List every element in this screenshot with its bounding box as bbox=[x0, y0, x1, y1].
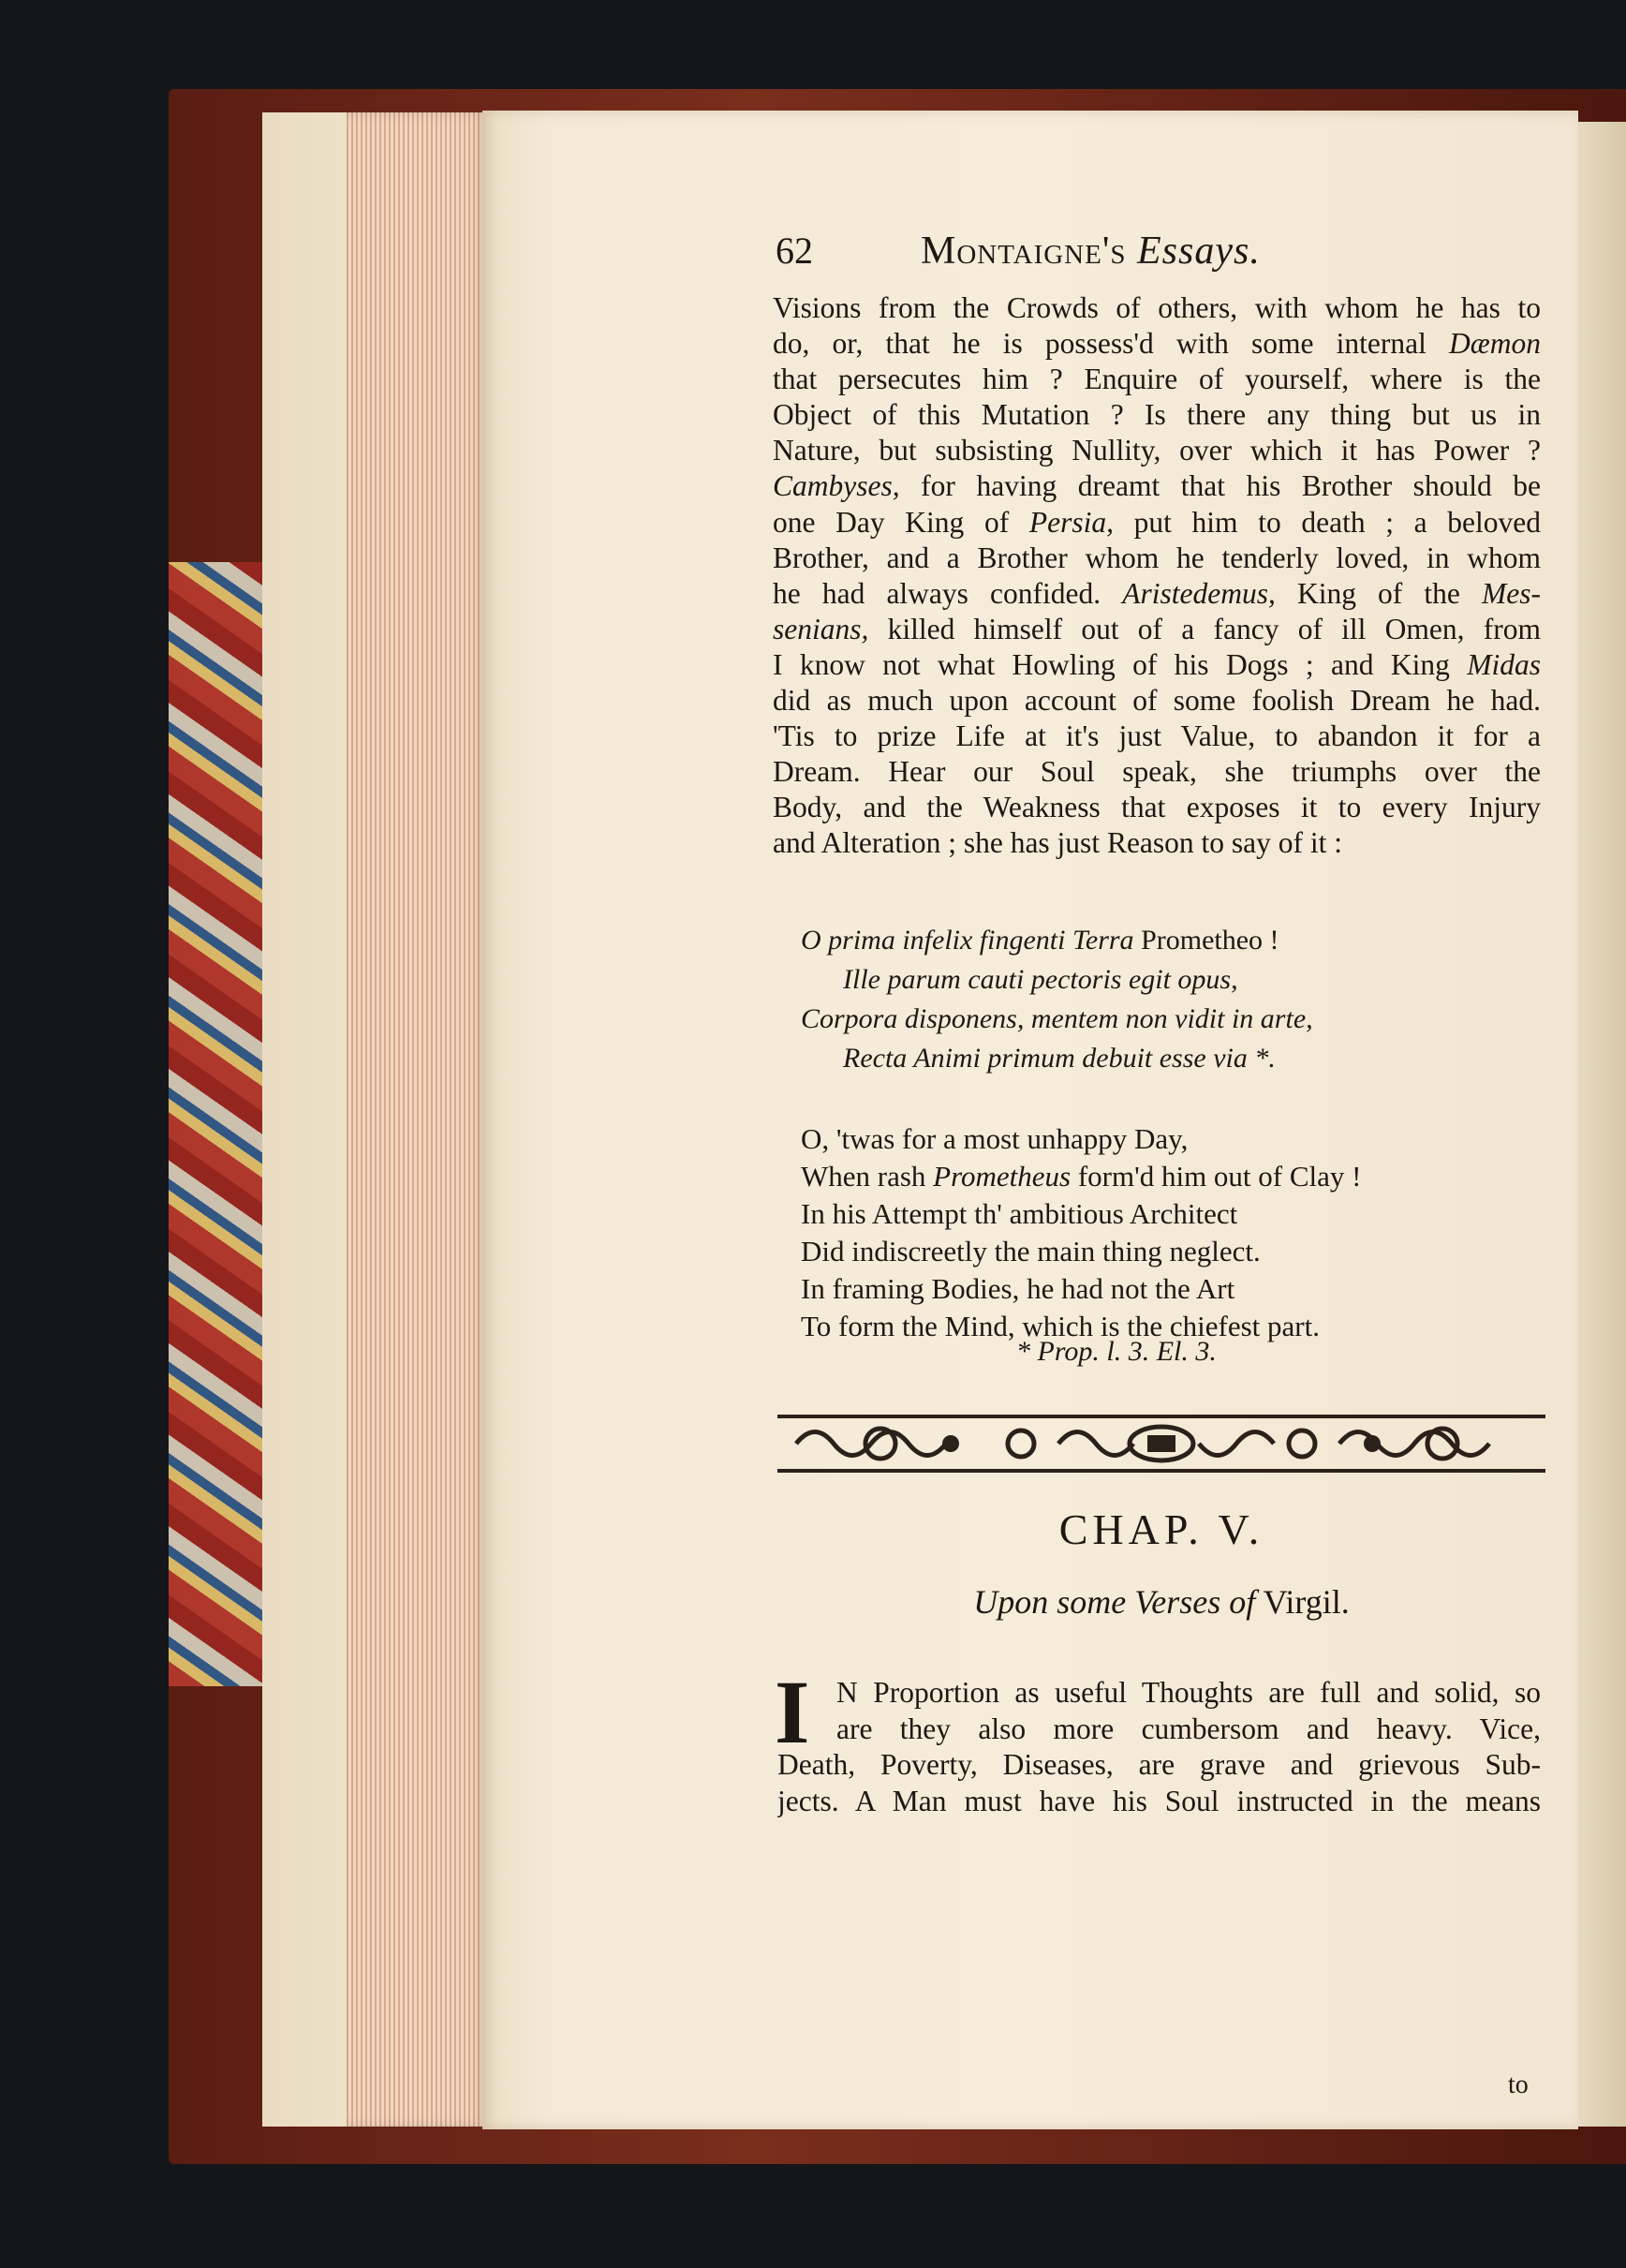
english-line-5: In framing Bodies, he had not the Art bbox=[801, 1272, 1235, 1305]
body-line-segment: Persia, bbox=[1028, 505, 1114, 539]
catchword: to bbox=[1508, 2070, 1529, 2099]
body-line-segment: do, or, that he is possess'd with some internal bbox=[773, 327, 1449, 361]
body-line-segment: Dream. Hear our Soul speak, she triumphs over the bbox=[773, 755, 1541, 789]
english-line-4: Did indiscreetly the main thing neglect. bbox=[801, 1235, 1261, 1267]
body-line bbox=[773, 612, 1541, 647]
body-line bbox=[773, 505, 1541, 541]
chapter-text bbox=[777, 1675, 1541, 1819]
body-line-segment: that persecutes him ? Enquire of yourself, where is the bbox=[773, 363, 1541, 396]
body-line-segment: and Alteration ; she has just Reason to say of it : bbox=[773, 826, 1343, 860]
body-line bbox=[773, 433, 1541, 468]
body-line bbox=[773, 790, 1541, 825]
chapter-line-4: jects. A Man must have his Soul instructed in the means bbox=[777, 1784, 1541, 1817]
page-number: 62 bbox=[776, 230, 813, 272]
body-line bbox=[773, 576, 1541, 612]
english-verse bbox=[801, 1120, 1550, 1345]
latin-line-1: O prima infelix fingenti Terra Prometheo ! bbox=[801, 925, 1279, 956]
footnote: * Prop. l. 3. El. 3. bbox=[1016, 1336, 1217, 1367]
page-fore-edge bbox=[347, 112, 487, 2127]
body-line-segment: senians, bbox=[773, 612, 869, 645]
body-line-segment: Visions from the Crowds of others, with whom he has to bbox=[773, 291, 1541, 324]
body-line-segment: Aristedemus, bbox=[1122, 576, 1276, 610]
body-line bbox=[773, 362, 1541, 397]
chapter-line-3: Death, Poverty, Diseases, are grave and grievous Sub- bbox=[777, 1748, 1541, 1782]
body-line bbox=[773, 326, 1541, 362]
body-line-segment: put him to death ; a beloved bbox=[1113, 505, 1541, 539]
body-line-segment: one Day King of bbox=[773, 505, 1029, 539]
latin-verse bbox=[801, 921, 1550, 1078]
body-line-segment: Body, and the Weakness that exposes it to every Injury bbox=[773, 791, 1541, 824]
latin-line-3: Corpora disponens, mentem non vidit in arte, bbox=[801, 1003, 1313, 1034]
running-head-work: Essays. bbox=[1137, 230, 1261, 273]
facing-page-edge bbox=[1574, 122, 1626, 2127]
body-line-segment: Object of this Mutation ? Is there any thing but us in bbox=[773, 398, 1541, 432]
body-line bbox=[773, 541, 1541, 576]
body-line-segment: Mes- bbox=[1482, 576, 1541, 610]
body-line-segment: Brother, and a Brother whom he tenderly loved, in whom bbox=[773, 541, 1541, 574]
page-header bbox=[776, 228, 1431, 284]
chapter-line-1: N Proportion as useful Thoughts are full and solid, so bbox=[836, 1676, 1541, 1709]
body-text bbox=[773, 290, 1541, 862]
english-line-2: When rash Prometheus form'd him out of Clay ! bbox=[801, 1160, 1362, 1193]
latin-line-2: Ille parum cauti pectoris egit opus, bbox=[843, 964, 1238, 995]
body-line bbox=[773, 647, 1541, 683]
marbled-spine-decoration bbox=[169, 562, 272, 1686]
body-line-segment: did as much upon account of some foolish Dream he had. bbox=[773, 684, 1541, 718]
body-line bbox=[773, 719, 1541, 754]
english-line-6: To form the Mind, which is the chiefest part. bbox=[801, 1310, 1320, 1342]
chapter-line-2: are they also more cumbersom and heavy. Vice, bbox=[836, 1712, 1541, 1745]
body-line-segment: he had always confided. bbox=[773, 576, 1123, 610]
drop-cap: I bbox=[775, 1662, 810, 1762]
body-line-segment: Dæmon bbox=[1448, 327, 1541, 361]
body-line bbox=[773, 397, 1541, 433]
body-line bbox=[773, 754, 1541, 790]
body-line-segment: Nature, but subsisting Nullity, over which it has Power ? bbox=[773, 434, 1541, 467]
english-line-1: O, 'twas for a most unhappy Day, bbox=[801, 1122, 1189, 1155]
body-line-segment: I know not what Howling of his Dogs ; and King bbox=[773, 647, 1468, 681]
body-line-segment: King of the bbox=[1275, 576, 1483, 610]
body-line-segment: Cambyses, bbox=[773, 469, 900, 503]
body-line bbox=[773, 683, 1541, 719]
english-line-3: In his Attempt th' ambitious Architect bbox=[801, 1197, 1238, 1230]
running-head-author: Montaigne's bbox=[921, 230, 1127, 273]
chapter-title: CHAP. V. bbox=[1058, 1505, 1264, 1553]
body-line-segment: for having dreamt that his Brother should be bbox=[899, 469, 1541, 503]
body-line-segment: killed himself out of a fancy of ill Omen, from bbox=[868, 612, 1541, 645]
body-line-segment: 'Tis to prize Life at it's just Value, to abandon it for a bbox=[773, 719, 1541, 753]
ornament-headpiece-icon bbox=[777, 1411, 1545, 1476]
body-line bbox=[773, 825, 1541, 861]
body-line bbox=[773, 290, 1541, 326]
book-page bbox=[482, 111, 1578, 2129]
running-head bbox=[921, 228, 1261, 274]
body-line bbox=[773, 468, 1541, 504]
latin-line-4: Recta Animi primum debuit esse via *. bbox=[843, 1043, 1276, 1074]
body-line-segment: Midas bbox=[1467, 647, 1541, 681]
chapter-subtitle: Upon some Verses of Virgil. bbox=[973, 1583, 1350, 1621]
